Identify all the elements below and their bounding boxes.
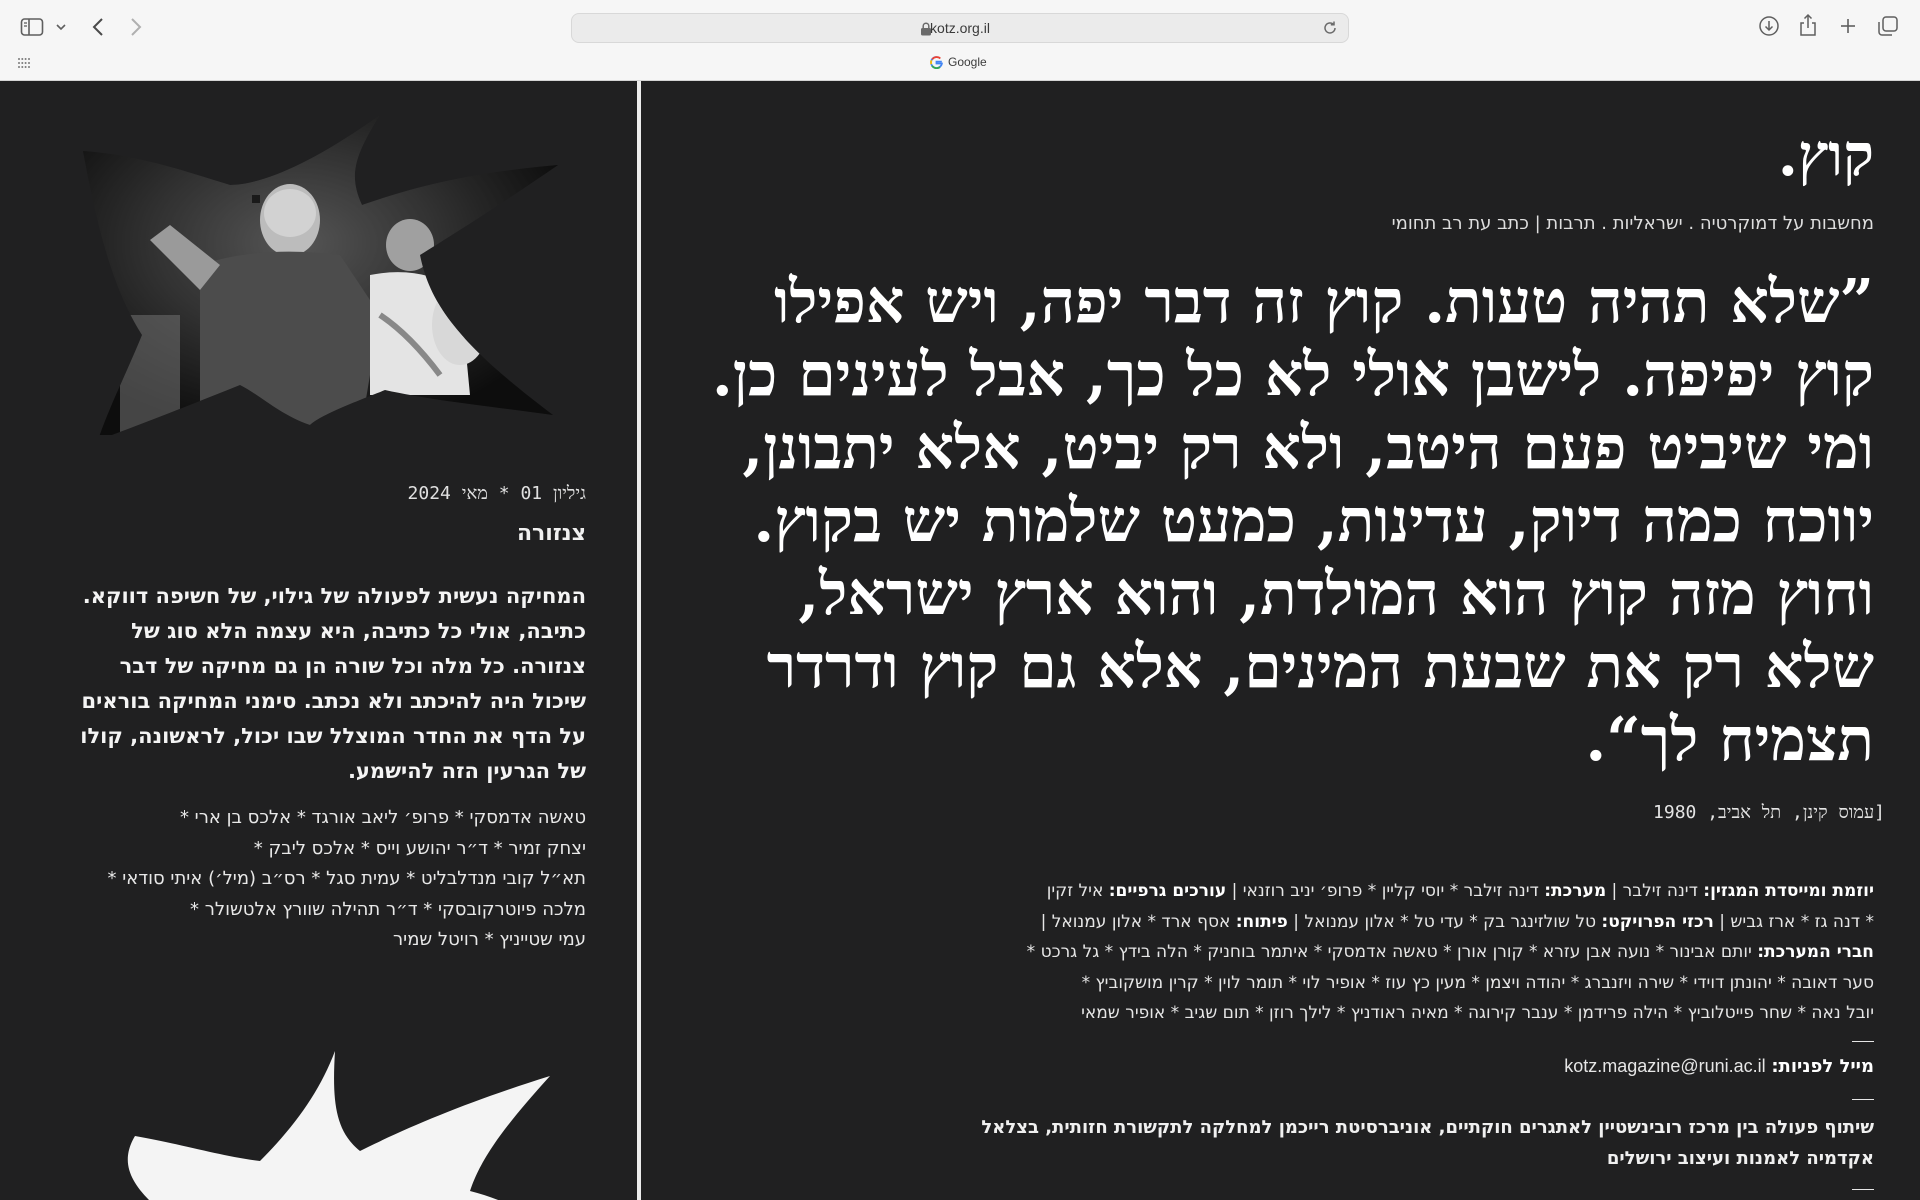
contact-line (1564, 1056, 1874, 1077)
issue-date: מאי 2024 (407, 483, 488, 504)
credits-line: יובל נאה * שחר פייטלוביץ * הילה פרידמן * ענבר קירוגה * מאיה ראודניץ * לילך רוזן * תום שגיב * אופיר שמאי (1081, 1003, 1874, 1023)
forward-icon[interactable] (127, 16, 145, 38)
magazine-panel (641, 81, 1920, 1200)
sidebar-icon[interactable] (20, 17, 44, 37)
url-text: kotz.org.il (930, 20, 990, 36)
credit-text: דינה זילבר * יוסי קליין * פרופ׳ יניב רוזנאי | (1231, 881, 1539, 901)
author-line: מלכה פיוטרקובסקי * ד״ר תהילה שוורץ אלטשולר * (190, 898, 586, 920)
credit-label: מערכת: (1544, 881, 1607, 901)
chevron-down-icon[interactable] (55, 20, 67, 34)
white-star-shape[interactable] (70, 1041, 590, 1200)
page (0, 81, 1920, 1200)
tagline: מחשבות על דמוקרטיה . ישראליות . תרבות | כתב עת רב תחומי (1391, 213, 1874, 234)
credit-label: פיתוח: (1235, 911, 1288, 932)
credits (934, 876, 1874, 1029)
author-line: תא״ל קובי מנדלבליט * עמית סגל * רס״ב (מיל׳) איתי סודאי * (107, 868, 586, 889)
author-line: עמי שטייניץ * רויטל שמיר (393, 929, 586, 950)
section-dash (1852, 1099, 1874, 1100)
site-logo[interactable]: קוץ. (1777, 121, 1874, 189)
issue-panel (0, 81, 637, 1200)
section-dash (1852, 1189, 1874, 1190)
issue-number: גיליון 01 (520, 483, 586, 504)
credit-text: טל שולזינגר בק * עדי טל * אלון עמנואל | (1293, 911, 1597, 932)
credits-line (934, 907, 1874, 938)
bookmark-label: Google (948, 55, 987, 69)
plus-icon[interactable] (1837, 15, 1859, 37)
address-bar[interactable] (571, 13, 1349, 43)
cooperation-note: שיתוף פעולה בין מרכז רובינשטיין לאתגרים חוקתיים, אוניברסיטת רייכמן למחלקה לתקשורת חזותית, בצלאל אקדמיה לאמנות ועיצוב ירושלים (981, 1117, 1874, 1169)
quote-source: [עמוס קינן, תל אביב, 1980 (1653, 802, 1885, 823)
contact-label: מייל לפניות: (1771, 1056, 1874, 1077)
issue-topic[interactable]: צנזורה (516, 521, 586, 546)
author-list (46, 803, 586, 956)
credit-label: רכזי הפרויקט: (1601, 911, 1714, 932)
grid-icon[interactable] (17, 57, 31, 69)
google-icon (930, 56, 943, 69)
credit-label: עורכים גרפיים: (1108, 881, 1227, 901)
credit-text: דינה זילבר | (1611, 881, 1698, 901)
issue-separator: * (498, 483, 510, 504)
credit-text: איל זקין (1046, 881, 1104, 901)
bookmark-google[interactable] (930, 55, 987, 69)
author-line: טאשה אדמסקי * פרופ׳ ליאב אורגד * אלכס בן ארי * (179, 807, 586, 828)
browser-toolbar (0, 0, 1920, 81)
reload-icon[interactable] (1322, 20, 1338, 36)
credits-line (934, 937, 1874, 968)
main-quote: ”שלא תהיה טעות. קוץ זה דבר יפה, ויש אפילו קוץ יפיפה. לישבן אולי לא כל כך, אבל לעינים כן. ומי שיביט פעם היטב, ולא רק יביט, אלא יתבונן, יווכח כמה דיוק, עדינות, כמעט שלמות יש בקוץ. וחוץ מזה קוץ הוא המולדת, והוא ארץ ישראל, שלא רק את שבעת המינים, אלא גם קוץ ודרדר תצמיח לך“. (711, 267, 1874, 775)
issue-cover-image[interactable] (80, 115, 560, 435)
credit-text: * דנה גז * ארז גביש | (1719, 911, 1874, 932)
share-icon[interactable] (1797, 13, 1819, 37)
credit-label: יוזמת ומייסדת המגזין: (1703, 881, 1874, 901)
issue-meta (408, 483, 586, 504)
back-icon[interactable] (89, 16, 107, 38)
tabs-icon[interactable] (1877, 15, 1899, 37)
credit-text: יותם אבינור * נועה אבן עזרא * קורן אורן * טאשה אדמסקי * איתמר בוחניק * הלה בידץ * גל גרכט * (1026, 942, 1752, 962)
section-dash (1852, 1041, 1874, 1042)
credits-line (934, 876, 1874, 907)
issue-description: המחיקה נעשית לפעולה של גילוי, של חשיפה דווקא. כתיבה, אולי כל כתיבה, היא עצמה הלא סוג של צנזורה. כל מלה וכל שורה הן גם מחיקה של דבר שיכול היה להיכתב ולא נכתב. סימני המחיקה בוראים על הדף את החדר המוצלל שבו יכול, לראשונה, קולו של הגרעין הזה להישמע. (80, 584, 586, 783)
credits-line: סער דאובה * יהונתן דוידי * שירה ויזנברג * יהודה ויצמן * מעין כץ עוז * אופיר לוי * תומר לוין * קרין מושקוביץ * (1081, 972, 1874, 993)
author-line: יצחק זמיר * ד״ר יהושע וייס * אלכס ליבק * (253, 837, 586, 859)
download-icon[interactable] (1758, 15, 1780, 37)
credit-label: חברי המערכת: (1757, 942, 1874, 962)
contact-email-link[interactable]: kotz.magazine@runi.ac.il (1564, 1056, 1766, 1076)
credit-text: אסף ארד * אלון עמנואל | (1040, 911, 1231, 932)
